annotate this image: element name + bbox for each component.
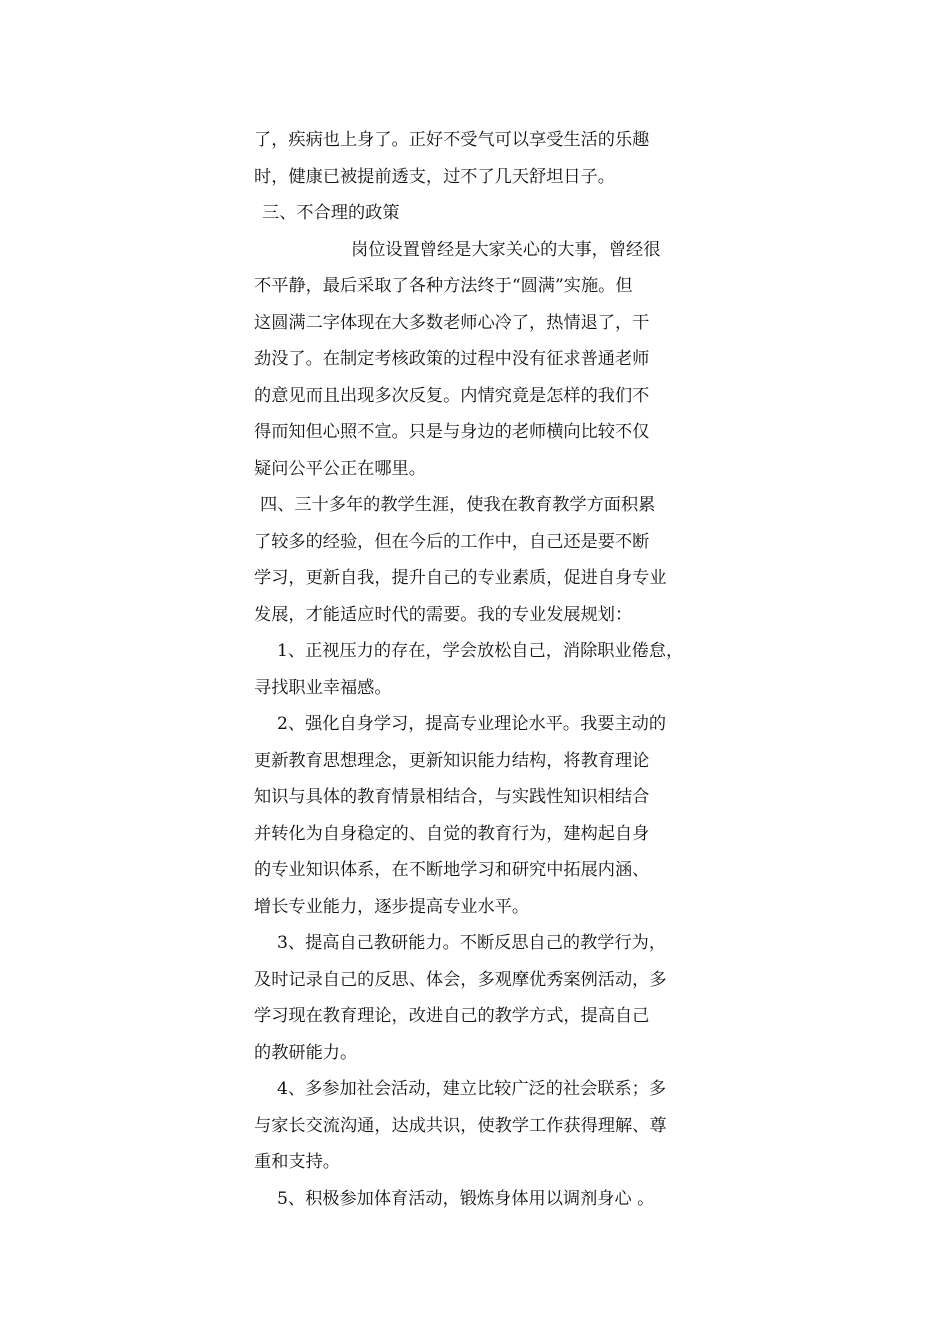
text-line: 岗位设置曾经是大家关心的大事，曾经很 bbox=[351, 239, 661, 260]
text-line: 重和支持。 bbox=[254, 1152, 340, 1172]
document-body bbox=[254, 122, 704, 1217]
text-line: 不平静，最后采取了各种方法终于“圆满”实施。但 bbox=[254, 276, 633, 296]
text-line: 更新教育思想理念，更新知识能力结构，将教育理论 bbox=[254, 750, 650, 771]
text-line: 了较多的经验，但在今后的工作中，自己还是要不断 bbox=[254, 531, 650, 552]
section-heading: 三、不合理的政策 bbox=[262, 203, 400, 223]
text-line: 学习现在教育理论，改进自己的教学方式，提高自己 bbox=[254, 1006, 650, 1026]
text-line: 疑问公平公正在哪里。 bbox=[254, 458, 426, 479]
text-line: 与家长交流沟通，达成共识，使教学工作获得理解、尊 bbox=[254, 1115, 667, 1136]
text-line: 的专业知识体系，在不断地学习和研究中拓展内涵、 bbox=[254, 860, 650, 880]
text-line: 及时记录自己的反思、体会，多观摩优秀案例活动，多 bbox=[254, 969, 667, 990]
text-line: 劲没了。在制定考核政策的过程中没有征求普通老师 bbox=[254, 349, 650, 369]
text-line: 知识与具体的教育情景相结合，与实践性知识相结合 bbox=[254, 787, 650, 807]
text-line: 学习，更新自我，提升自己的专业素质，促进自身专业 bbox=[254, 568, 667, 588]
section-heading: 四、三十多年的教学生涯，使我在教育教学方面积累 bbox=[260, 495, 656, 515]
text-line: 发展，才能适应时代的需要。我的专业发展规划： bbox=[254, 604, 633, 625]
text-line: 并转化为自身稳定的、自觉的教育行为，建构起自身 bbox=[254, 823, 650, 844]
list-item: 3、提高自己教研能力。不断反思自己的教学行为， bbox=[277, 933, 667, 953]
list-item: 5、积极参加体育活动，锻炼身体用以调剂身心 。 bbox=[277, 1188, 655, 1209]
text-line: 的教研能力。 bbox=[254, 1042, 358, 1063]
list-item: 4、多参加社会活动，建立比较广泛的社会联系；多 bbox=[277, 1079, 667, 1099]
text-line: 这圆满二字体现在大多数老师心冷了，热情退了，干 bbox=[254, 312, 650, 333]
text-line: 增长专业能力，逐步提高专业水平。 bbox=[254, 896, 530, 917]
text-line: 时，健康已被提前透支，过不了几天舒坦日子。 bbox=[254, 166, 615, 187]
text-line: 寻找职业幸福感。 bbox=[254, 677, 392, 698]
list-item: 2、强化自身学习，提高专业理论水平。我要主动的 bbox=[277, 714, 667, 734]
text-line: 的意见而且出现多次反复。内情究竟是怎样的我们不 bbox=[254, 385, 650, 406]
list-item: 1、正视压力的存在，学会放松自己，消除职业倦怠， bbox=[277, 641, 684, 661]
text-line: 了，疾病也上身了。正好不受气可以享受生活的乐趣 bbox=[254, 130, 650, 150]
text-line: 得而知但心照不宣。只是与身边的老师横向比较不仅 bbox=[254, 422, 650, 442]
